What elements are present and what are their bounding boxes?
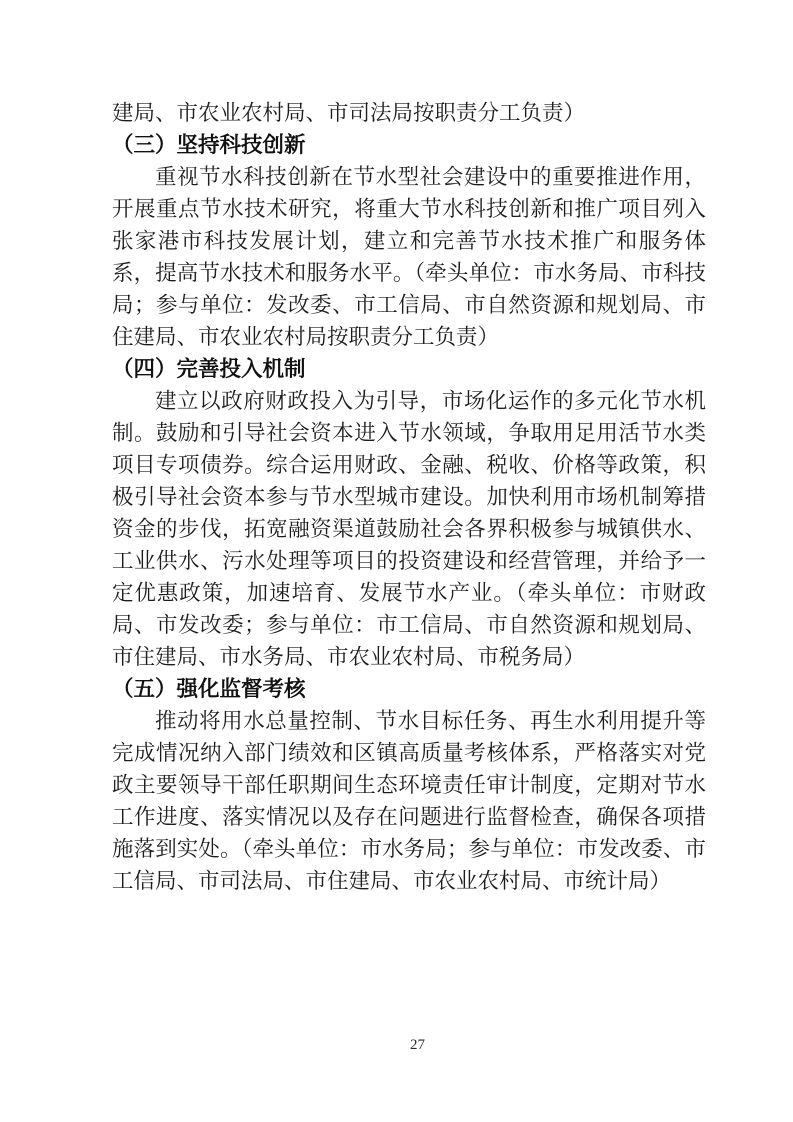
section-4-heading: （四）完善投入机制 [112, 357, 306, 381]
page-number: 27 [410, 1037, 425, 1053]
section-4 [112, 353, 706, 673]
section-3 [112, 129, 706, 353]
section-5-paragraph: 推动将用水总量控制、节水目标任务、再生水利用提升等完成情况纳入部门绩效和区镇高质量考核体系，严格落实对党政主要领导干部任职期间生态环境责任审计制度，定期对节水工作进度、落实情况以及存在问题进行监督检查，确保各项措施落到实处。（牵头单位：市水务局；参与单位：市发改委、市工信局、市司法局、市住建局、市农业农村局、市统计局） [112, 709, 706, 893]
paragraph-continuation: 建局、市农业农村局、市司法局按职责分工负责） [112, 101, 586, 125]
section-5-heading: （五）强化监督考核 [112, 677, 306, 701]
section-4-paragraph: 建立以政府财政投入为引导，市场化运作的多元化节水机制。鼓励和引导社会资本进入节水领域，争取用足用活节水类项目专项债券。综合运用财政、金融、税收、价格等政策，积极引导社会资本参与节水型城市建设。加快利用市场机制筹措资金的步伐，拓宽融资渠道鼓励社会各界积极参与城镇供水、工业供水、污水处理等项目的投资建设和经营管理，并给予一定优惠政策，加速培育、发展节水产业。（牵头单位：市财政局、市发改委；参与单位：市工信局、市自然资源和规划局、市住建局、市水务局、市农业农村局、市税务局） [112, 389, 706, 669]
section-3-heading: （三）坚持科技创新 [112, 133, 306, 157]
section-3-paragraph: 重视节水科技创新在节水型社会建设中的重要推进作用，开展重点节水技术研究，将重大节水科技创新和推广项目列入张家港市科技发展计划，建立和完善节水技术推广和服务体系，提高节水技术和服务水平。（牵头单位：市水务局、市科技局；参与单位：发改委、市工信局、市自然资源和规划局、市住建局、市农业农村局按职责分工负责） [112, 165, 706, 349]
document-body [112, 97, 706, 897]
section-5 [112, 673, 706, 897]
